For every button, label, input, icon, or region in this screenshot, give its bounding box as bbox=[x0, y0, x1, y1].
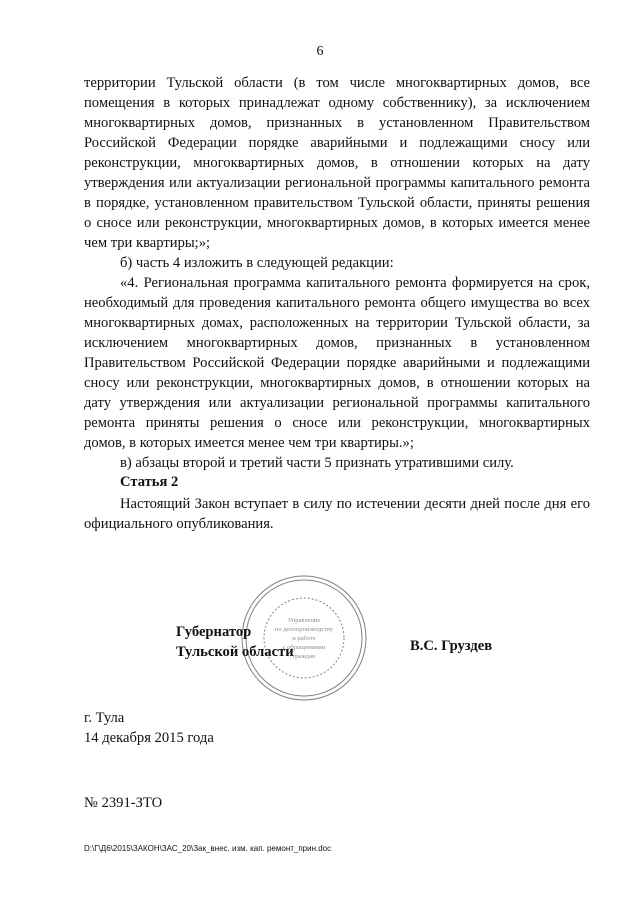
file-path: D:\Г\Д6\2015\ЗАКОН\ЗАС_20\Зак_внес. изм. кап. ремонт_прин.doc bbox=[84, 844, 332, 853]
governor-region: Тульской области bbox=[176, 644, 294, 660]
body-line: ремонта приняты решения о сносе или реконструкции, многоквартирных bbox=[84, 415, 590, 431]
body-line: б) часть 4 изложить в следующей редакции: bbox=[120, 255, 394, 271]
body-line: помещения в которых принадлежат одному собственнику), за исключением bbox=[84, 95, 590, 111]
law-body-text bbox=[84, 73, 590, 473]
body-line: в порядке, установленном правительством Тульской области, приняты решения bbox=[84, 195, 590, 211]
body-line: утверждения или актуализации региональной программы капитального ремонта bbox=[84, 175, 590, 191]
body-line: «4. Региональная программа капитального ремонта формируется на срок, bbox=[120, 275, 590, 291]
body-line: дату утверждения или актуализации региональной программы капитального bbox=[84, 395, 590, 411]
body-line: в) абзацы второй и третий части 5 признать утратившими силу. bbox=[120, 455, 514, 471]
svg-text:Управление: Управление bbox=[287, 617, 321, 624]
law-number: № 2391-ЗТО bbox=[84, 795, 163, 811]
body-line: Правительством Российской Федерации порядке аварийными и подлежащими bbox=[84, 355, 590, 371]
body-line: многоквартирных домах, расположенных на территории Тульской области, за bbox=[84, 315, 590, 331]
article-line: официального опубликования. bbox=[84, 516, 274, 532]
body-line: реконструкции, многоквартирных домов, в отношении которых на дату bbox=[84, 155, 590, 171]
body-line: территории Тульской области (в том числе многоквартирных домов, все bbox=[84, 75, 590, 91]
body-line: сносу или реконструкции, многоквартирных домов, в отношении которых на bbox=[84, 375, 590, 391]
governor-position: Губернатор bbox=[176, 624, 252, 640]
article-text bbox=[84, 494, 590, 534]
body-line: о сносе или реконструкции, многоквартирных домов, в которых имеется менее bbox=[84, 215, 590, 231]
body-line: многоквартирных домов, признанных в установленном Правительством bbox=[84, 115, 590, 131]
body-line: исключением многоквартирных домов, признанных в установленном bbox=[84, 335, 590, 351]
svg-text:по делопроизводству: по делопроизводству bbox=[274, 626, 334, 633]
svg-text:граждан: граждан bbox=[292, 653, 316, 660]
body-line: домов, в которых имеется менее чем три квартиры.»; bbox=[84, 435, 414, 451]
body-line: необходимый для проведения капитального ремонта общего имущества во всех bbox=[84, 295, 590, 311]
governor-title bbox=[176, 622, 294, 662]
governor-name: В.С. Груздев bbox=[410, 638, 493, 654]
place: г. Тула bbox=[84, 710, 125, 726]
body-line: Российской Федерации порядке аварийными и подлежащими сносу или bbox=[84, 135, 590, 151]
place-and-date bbox=[84, 708, 214, 748]
article-line: Настоящий Закон вступает в силу по истечении десяти дней после дня его bbox=[120, 496, 590, 512]
svg-text:и работе: и работе bbox=[292, 635, 316, 642]
date: 14 декабря 2015 года bbox=[84, 730, 214, 746]
body-line: чем три квартиры;»; bbox=[84, 235, 211, 251]
svg-text:с обращениями: с обращениями bbox=[282, 644, 326, 651]
page-number: 6 bbox=[316, 44, 324, 59]
article-title: Статья 2 bbox=[120, 474, 179, 490]
